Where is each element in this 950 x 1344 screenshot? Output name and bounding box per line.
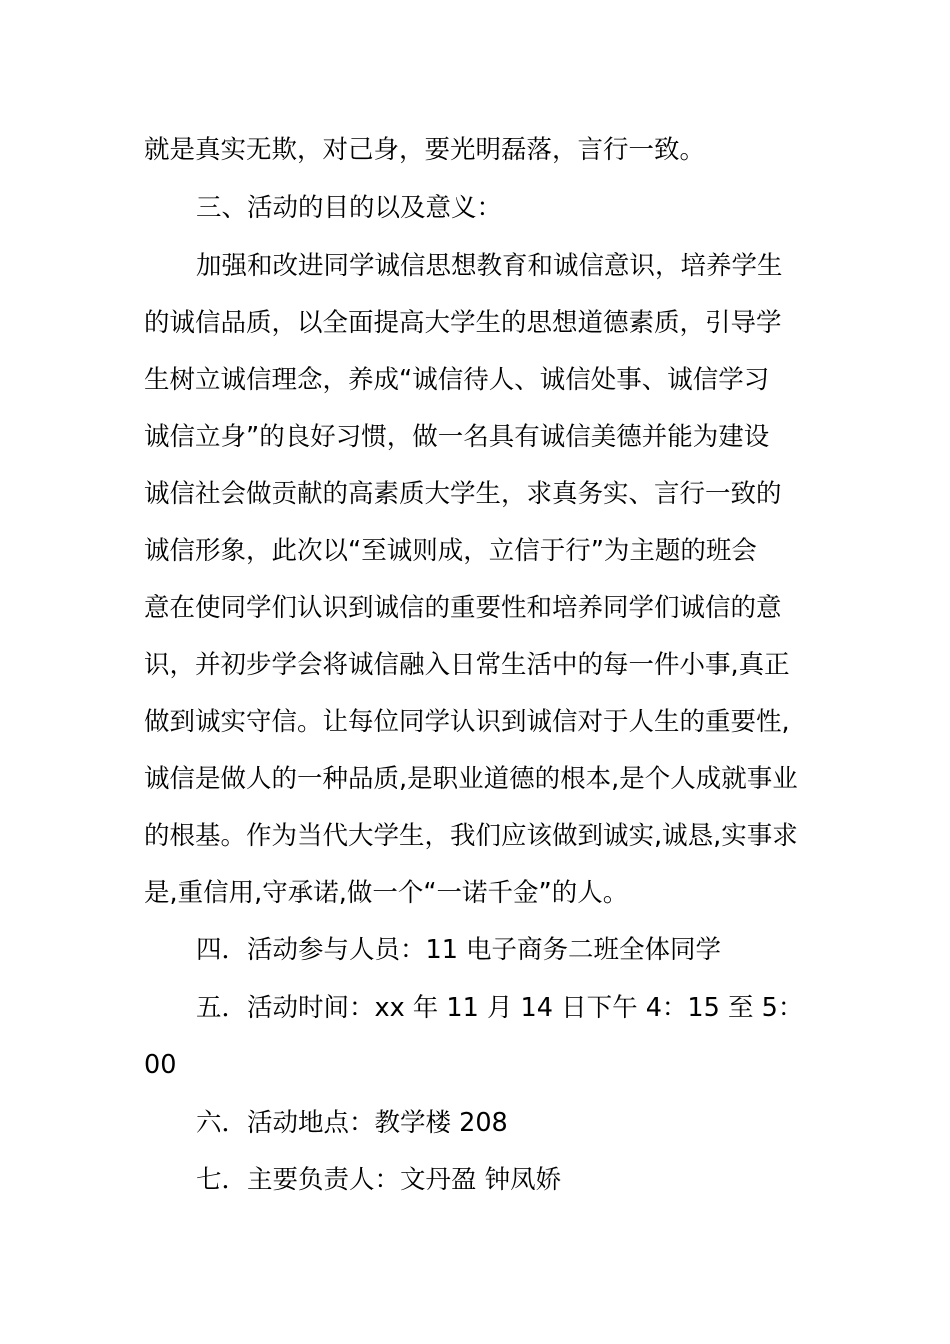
section-heading-participants: 四．活动参与人员：11 电子商务二班全体同学 bbox=[196, 935, 722, 965]
paragraph-line: 生树立诚信理念，养成“诚信待人、诚信处事、诚信学习 bbox=[144, 365, 770, 395]
paragraph-line: 诚信是做人的一种品质,是职业道德的根本,是个人成就事业 bbox=[144, 764, 798, 794]
paragraph-line: 诚信形象，此次以“至诚则成，立信于行”为主题的班会 bbox=[144, 536, 757, 566]
paragraph-line: 诚信社会做贡献的高素质大学生，求真务实、言行一致的 bbox=[144, 479, 782, 509]
paragraph-line: 做到诚实守信。让每位同学认识到诚信对于人生的重要性, bbox=[144, 707, 790, 737]
section-heading-location: 六．活动地点：教学楼 208 bbox=[196, 1108, 508, 1138]
paragraph-line: 加强和改进同学诚信思想教育和诚信意识，培养学生 bbox=[196, 251, 783, 281]
paragraph-line: 诚信立身”的良好习惯，做一名具有诚信美德并能为建设 bbox=[144, 422, 770, 452]
section-heading-purpose: 三、活动的目的以及意义： bbox=[196, 193, 503, 223]
paragraph-line: 是,重信用,守承诺,做一个“一诺千金”的人。 bbox=[144, 878, 629, 908]
paragraph-line: 的诚信品质，以全面提高大学生的思想道德素质，引导学 bbox=[144, 308, 782, 338]
section-heading-time: 五．活动时间：xx 年 11 月 14 日下午 4：15 至 5： bbox=[196, 993, 804, 1023]
paragraph-line: 识，并初步学会将诚信融入日常生活中的每一件小事,真正 bbox=[144, 650, 790, 680]
paragraph-line: 的根基。作为当代大学生，我们应该做到诚实,诚恳,实事求 bbox=[144, 821, 798, 851]
paragraph-line: 就是真实无欺，对己身，要光明磊落，言行一致。 bbox=[144, 135, 706, 165]
section-heading-organizer: 七．主要负责人：文丹盈 钟凤娇 bbox=[196, 1165, 562, 1195]
paragraph-line: 意在使同学们认识到诚信的重要性和培养同学们诚信的意 bbox=[144, 593, 782, 623]
paragraph-line: 00 bbox=[144, 1050, 177, 1080]
